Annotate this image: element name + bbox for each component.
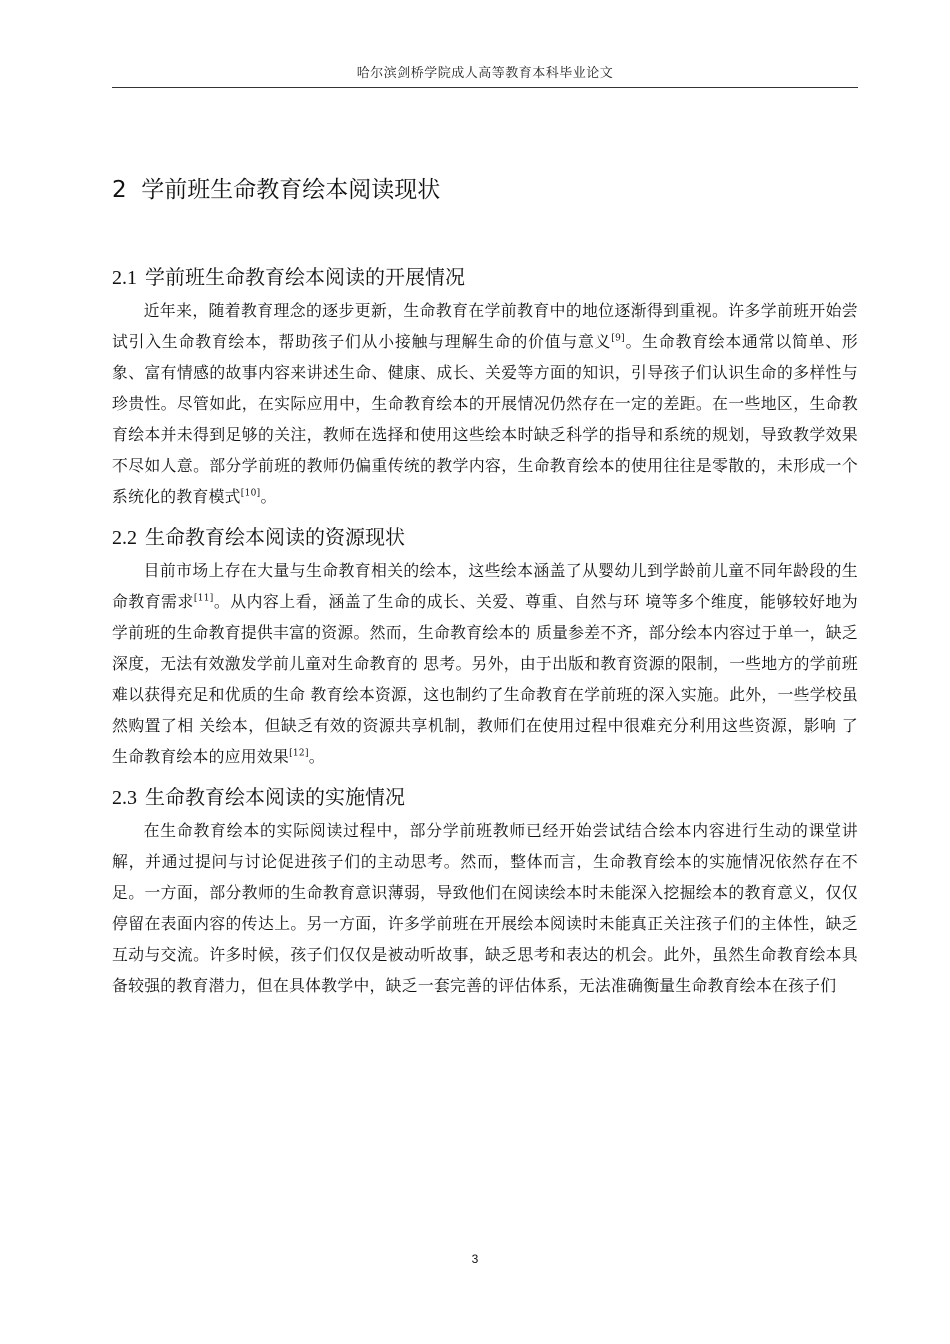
paragraph-text: 目前市场上存在大量与生命教育相关的绘本，这些绘本涵盖了从婴幼儿到学龄前儿童不同年龄段的生命教育需求 bbox=[112, 561, 858, 611]
citation-ref: [11] bbox=[193, 593, 214, 604]
section-title: 生命教育绘本阅读的实施情况 bbox=[145, 785, 405, 809]
paragraph-text: 。 bbox=[260, 487, 277, 506]
chapter-heading bbox=[112, 168, 858, 212]
section-heading-2-3 bbox=[112, 779, 858, 815]
paragraph-text: 。生命教育绘本通常以简单、形象、富有情感的故事内容来讲述生命、健康、成长、关爱等方面的知识，引导孩子们认识生命的多样性与珍贵性。尽管如此，在实际应用中，生命教育绘本的开展情况仍然存在一定的差距。在一些地区，生命教育绘本并未得到足够的关注，教师在选择和使用这些绘本时缺乏科学的指导和系统的规划，导致教学效果不尽如人意。部分学前班的教师仍偏重传统的教学内容，生命教育绘本的使用往往是零散的，未形成一个系统化的教育模式 bbox=[112, 332, 858, 506]
paragraph-text: 近年来，随着教育理念的逐步更新，生命教育在学前教育中的地位逐渐得到重视。许多学前班开始尝试引入生命教育绘本，帮助孩子们从小接触与理解生命的价值与意义 bbox=[112, 301, 858, 351]
section-title: 生命教育绘本阅读的资源现状 bbox=[145, 525, 405, 549]
section-title: 学前班生命教育绘本阅读的开展情况 bbox=[145, 265, 465, 289]
chapter-number: 2 bbox=[112, 177, 127, 203]
section-2-2-paragraph bbox=[112, 555, 858, 772]
section-number: 2.2 bbox=[112, 527, 137, 549]
header-rule bbox=[112, 87, 858, 88]
paragraph-text: 。从内容上看，涵盖了生命的成长、关爱、尊重、自然与环 境等多个维度，能够较好地为学前班的生命教育提供丰富的资源。然而，生命教育绘本的 质量参差不齐，部分绘本内容过于单一，缺乏深度，无法有效激发学前儿童对生命教育的 思考。另外，由于出版和教育资源的限制，一些地方的学前班难以获得充足和优质的生命 教育绘本资源，这也制约了生命教育在学前班的深入实施。此外，一些学校虽然购置了相 关绘本，但缺乏有效的资源共享机制，教师们在使用过程中很难充分利用这些资源，影响 了生命教育绘本的应用效果 bbox=[112, 592, 858, 766]
running-header: 哈尔滨剑桥学院成人高等教育本科毕业论文 bbox=[356, 66, 614, 81]
section-2-1-paragraph bbox=[112, 295, 858, 512]
section-2-3-paragraph bbox=[112, 815, 858, 1001]
citation-ref: [9] bbox=[611, 333, 625, 344]
page-body bbox=[112, 168, 858, 1008]
citation-ref: [12] bbox=[289, 748, 309, 759]
section-heading-2-1 bbox=[112, 259, 858, 295]
section-number: 2.3 bbox=[112, 787, 137, 809]
section-heading-2-2 bbox=[112, 519, 858, 555]
section-number: 2.1 bbox=[112, 267, 137, 289]
chapter-title: 学前班生命教育绘本阅读现状 bbox=[141, 177, 441, 203]
citation-ref: [10] bbox=[240, 488, 261, 499]
page-number: 3 bbox=[471, 1252, 479, 1266]
paragraph-text: 。 bbox=[308, 747, 325, 766]
paragraph-text: 在生命教育绘本的实际阅读过程中，部分学前班教师已经开始尝试结合绘本内容进行生动的课堂讲解，并通过提问与讨论促进孩子们的主动思考。然而，整体而言，生命教育绘本的实施情况依然存在不足。一方面，部分教师的生命教育意识薄弱，导致他们在阅读绘本时未能深入挖掘绘本的教育意义，仅仅停留在表面内容的传达上。另一方面，许多学前班在开展绘本阅读时未能真正关注孩子们的主体性，缺乏互动与交流。许多时候，孩子们仅仅是被动听故事，缺乏思考和表达的机会。此外，虽然生命教育绘本具备较强的教育潜力，但在具体教学中，缺乏一套完善的评估体系，无法准确衡量生命教育绘本在孩子们 bbox=[112, 821, 858, 995]
